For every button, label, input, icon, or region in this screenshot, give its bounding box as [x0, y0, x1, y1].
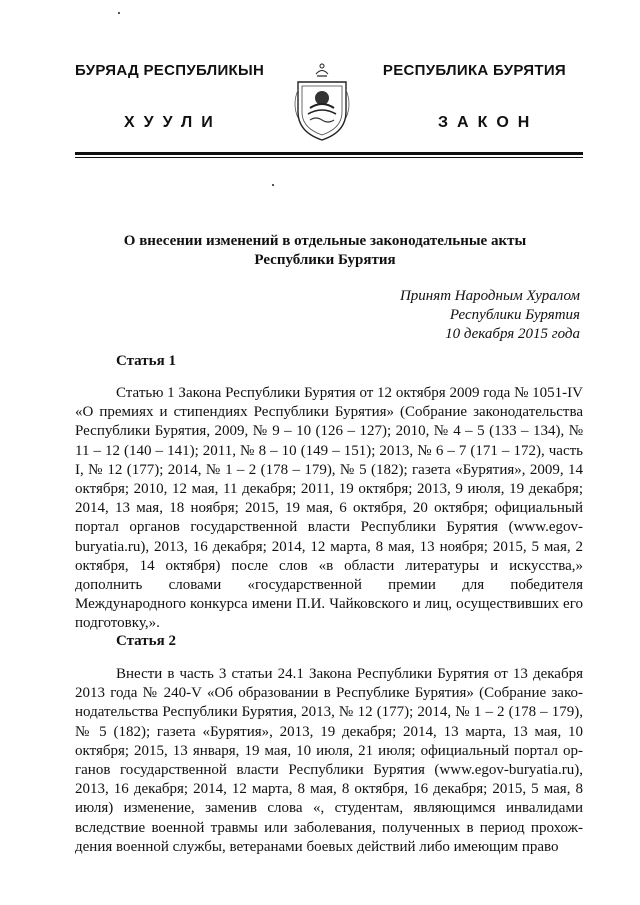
article-1-heading: Статья 1: [116, 353, 176, 369]
law-title-line: О внесении изменений в отдельные законодательные акты: [123, 233, 527, 249]
adoption-date: 10 декабря 2015 года: [445, 326, 580, 342]
adoption-note-line: Принят Народным Хуралом: [399, 288, 580, 304]
header-left-top: БУРЯАД РЕСПУБЛИКЫН: [75, 62, 265, 79]
article-2-text: Внести в часть 3 статьи 24.1 Закона Республики Бурятия от 13 декабря 2013 года № 240-V «Об образовании в Республике Бурятия» (Собрание законодательства Республики Бурятия, 2013, № 12 (177); 2014, № 1 – 2 (178 – 179), № 5 (182); газета «Бурятия», 2013, 19 декабря; 2014, 13 марта, 13 мая, 10 октября; 2015, 13 января, 19 мая, 10 июля, 21 июля; официальный портал органов государственной власти Республики Бурятия (www.egov-buryatia.ru), 2013, 16 декабря; 2014, 12 марта, 8 мая, 8 октября, 16 декабря; 2015, 5 мая, 8 июля) изменение, заменив слова «, студентам, являющимся инвалидами вследствие военной травмы или заболевания, полученных в период прохождения военной службы, ветеранами боевых действий либо имеющим право: [75, 666, 583, 855]
header-right-bottom: ЗАКОН: [438, 114, 539, 131]
header-divider-thick: [75, 152, 583, 155]
header-divider-thin: [75, 157, 583, 158]
scan-speck: [272, 184, 274, 186]
article-1-text: Статью 1 Закона Республики Бурятия от 12 октября 2009 года № 1051-IV «О премиях и стипендиях Республики Бурятия» (Собрание законодательства Республики Бурятия, 2009, № 9 – 10 (126 – 127); 2010, № 4 – 5 (133 – 134), № 11 – 12 (140 – 141); 2011, № 8 – 10 (149 – 151); 2013, № 6 – 7 (171 – 172), часть I, № 12 (177); 2014, № 1 – 2 (178 – 179), № 5 (182); газета «Бурятия», 2009, 14 октября; 2010, 12 мая, 11 декабря; 2011, 19 октября; 2013, 9 июля, 19 декабря; 2014, 13 мая, 18 ноября; 2015, 19 мая, 6 октября, 20 октября; официальный портал органов государственной власти Республики Бурятия (www.egov-buryatia.ru), 2013, 16 декабря; 2014, 12 марта, 8 мая, 13 ноября; 2015, 5 мая, 2 октября, 14 октября) после слов «в области литературы и искусства,» дополнить словами «государственной премии для победителя Международного конкурса имени П.И. Чайковского и лиц, осуществивших его подготовку,».: [75, 385, 583, 632]
scan-speck: [118, 12, 120, 14]
article-2-heading: Статья 2: [116, 633, 176, 649]
header-left-bottom: ХУУЛИ: [124, 114, 222, 131]
adoption-note-line: Республики Бурятия: [449, 307, 580, 323]
adoption-note: [400, 287, 580, 344]
law-title: [100, 232, 550, 270]
coat-of-arms-icon: [290, 60, 354, 144]
law-title-line: Республики Бурятия: [254, 252, 396, 268]
header-right-top: РЕСПУБЛИКА БУРЯТИЯ: [382, 62, 566, 79]
